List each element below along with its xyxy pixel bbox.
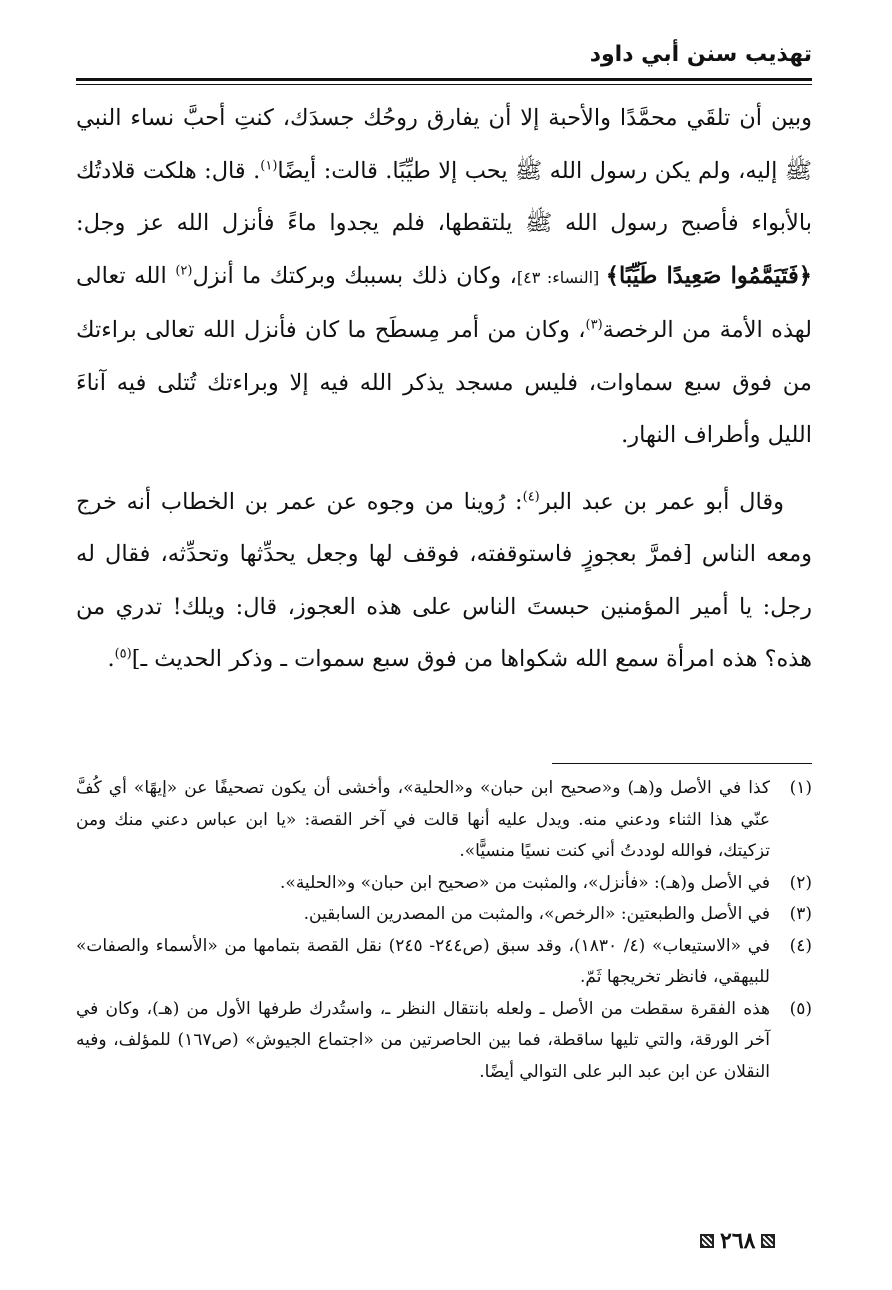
paragraph-1-text-c: ، وكان ذلك بسببك وبركتك ما أنزل: [192, 262, 517, 289]
paragraph-1-text-d: الله تعالى لهذه الأمة من الرخصة: [76, 262, 812, 343]
ornament-icon: [700, 1234, 714, 1248]
main-text-body: [76, 92, 812, 686]
header-rule-thick: [76, 78, 812, 81]
quran-reference: [النساء: ٤٣]: [516, 267, 606, 287]
footnote-text: في «الاستيعاب» (٤/ ١٨٣٠)، وقد سبق (ص٢٤٤- ٢٤٥) نقل القصة بتمامها من «الأسماء والصفات» للبيهقي، فانظر تخريجها ثَمّ.: [76, 935, 771, 987]
paragraph-2-text-c: .: [107, 646, 115, 672]
footnote-2: [76, 868, 812, 900]
footnote-1: [76, 773, 812, 868]
footnote-ref-3: (٣): [585, 317, 603, 333]
footnote-5: [76, 994, 812, 1089]
footnote-text: في الأصل و(هـ): «فأنزل»، والمثبت من «صحيح ابن حبان» و«الحلية».: [280, 872, 770, 893]
footnote-ref-4: (٤): [522, 489, 540, 504]
page-number: ٢٦٨: [720, 1228, 756, 1254]
ornament-icon: [761, 1234, 775, 1248]
running-header-title: تهذيب سنن أبي داود: [589, 42, 812, 67]
footnote-text: كذا في الأصل و(هـ) و«صحيح ابن حبان» و«الحلية»، وأخشى أن يكون تصحيفًا عن «إيهًا» أي كُفَّ عنّي هذا الثناء ودعني منه. ويدل عليه أنها قالت في آخر القصة: «يا ابن عباس دعني منك ومن تزكيتك، فوالله لوددتُ أني كنت نسيًا منسيًّا».: [76, 778, 770, 861]
paragraph-1-text-a: وبين أن تلقَي محمَّدًا والأحبة إلا أن يفارق روحُك جسدَك، كنتِ أحبَّ نساء النبي ﷺ إليه، ولم يكن رسول الله ﷺ يحب إلا طيِّبًا. قالت: أيضًا: [76, 105, 812, 184]
footnote-separator: [552, 763, 812, 764]
paragraph-2-text-a: وقال أبو عمر بن عبد البر: [539, 488, 784, 515]
footnote-number: (٢): [789, 872, 812, 893]
quran-verse: ﴿فَتَيَمَّمُوا صَعِيدًا طَيِّبًا﴾: [605, 262, 812, 289]
footnotes-section: [76, 773, 812, 1088]
footnote-text: في الأصل والطبعتين: «الرخص»، والمثبت من المصدرين السابقين.: [303, 904, 770, 924]
header-rule-thin: [76, 84, 812, 85]
paragraph-2-text-b: : رُوينا من وجوه عن عمر بن الخطاب أنه خرج ومعه الناس [فمرَّ بعجوزٍ فاستوقفته، فوقف لها وجعل يحدِّثها وتحدِّثه، فقال له رجل: يا أمير المؤمنين حبستَ الناس على هذه العجوز، قال: ويلك! تدري من هذه؟ هذه امرأة سمع الله شكواها من فوق سبع سموات ـ وذكر الحديث ـ]: [76, 488, 812, 672]
footnote-3: [76, 899, 812, 931]
footnote-ref-1: (١): [260, 158, 278, 173]
paragraph-1-text-b: . قال: هلكت قلادتُك بالأبواء فأصبح رسول الله ﷺ يلتقطها، فلم يجدوا ماءً فأنزل الله عز وجل:: [76, 157, 812, 236]
paragraph-1-text-e: ، وكان من أمر مِسطَح ما كان فأنزل الله تعالى براءتك من فوق سبع سماوات، فليس مسجد يذكر الله فيه إلا وبراءتك تُتلى فيه آناءَ الليل وأطراف النهار.: [76, 317, 812, 448]
paragraph-2: [76, 476, 812, 686]
footnote-number: (٥): [789, 998, 812, 1019]
footnote-ref-2: (٢): [175, 263, 193, 278]
footnote-number: (٤): [789, 935, 812, 956]
footnote-text: هذه الفقرة سقطت من الأصل ـ ولعله بانتقال النظر ـ، واستُدرك طرفها الأول من (هـ)، وكان في آخر الورقة، والتي تليها ساقطة، فما بين الحاصرتين من «اجتماع الجيوش» (ص١٦٧) للمؤلف، وفيه النقلان عن ابن عبد البر على التوالي أيضًا.: [76, 998, 771, 1082]
footnote-number: (١): [789, 778, 812, 798]
paragraph-1: [76, 92, 812, 462]
footnote-ref-5: (٥): [114, 646, 132, 662]
footnote-4: [76, 931, 812, 994]
page-number-block: [700, 1228, 775, 1254]
footnote-number: (٣): [789, 904, 812, 924]
